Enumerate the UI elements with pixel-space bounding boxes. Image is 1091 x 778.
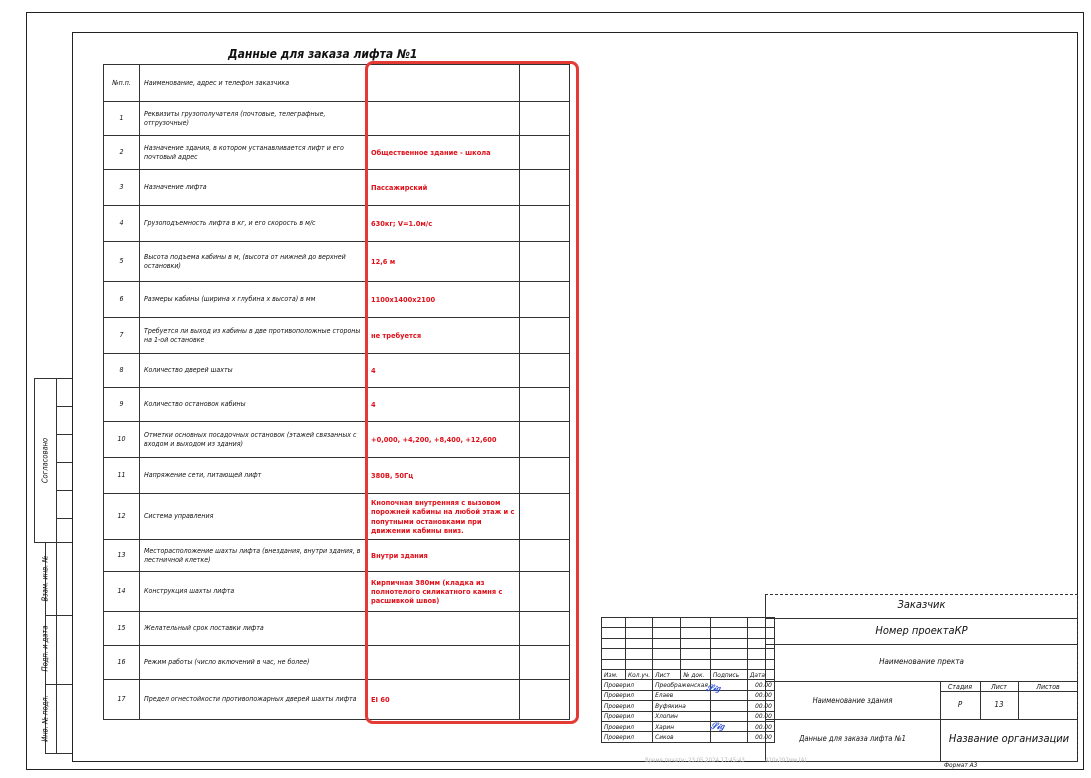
row-label: Количество остановок кабины — [140, 388, 367, 422]
building-name: Наименование здания — [812, 696, 893, 705]
blank-cell — [626, 618, 653, 628]
row-number: 11 — [104, 458, 140, 494]
blank-cell — [653, 628, 681, 638]
blank-cell — [747, 618, 774, 628]
signer-name: Харин — [653, 721, 711, 731]
table-row — [104, 136, 570, 170]
table-row — [104, 102, 570, 136]
row-label: Желательный срок поставки лифта — [140, 612, 367, 646]
row-number: 15 — [104, 612, 140, 646]
extra-cell — [520, 680, 570, 720]
signature-blank-row — [602, 638, 775, 648]
signer-signature — [710, 711, 747, 721]
table-row — [104, 318, 570, 354]
row-label: Предел огнестойкости противопожарных дверей шахты лифта — [140, 680, 367, 720]
signature-header-row — [602, 669, 775, 679]
blank-cell — [626, 649, 653, 659]
row-value: EI 60 — [367, 680, 520, 720]
blank-cell — [602, 628, 626, 638]
signer-name: Преображенская — [653, 680, 711, 690]
value-cell — [367, 65, 520, 102]
table-row — [104, 494, 570, 540]
extra-cell — [520, 136, 570, 170]
signer-role: Проверил — [602, 721, 653, 731]
extra-cell — [520, 612, 570, 646]
order-data-table — [103, 64, 570, 720]
signer-name: Сиков — [653, 732, 711, 742]
row-value — [367, 102, 520, 136]
signature-header-cell: Подпись — [710, 669, 747, 679]
row-number: 2 — [104, 136, 140, 170]
row-number: 9 — [104, 388, 140, 422]
table-row — [104, 206, 570, 242]
row-value: 630кг; V=1.0м/с — [367, 206, 520, 242]
signer-signature — [710, 732, 747, 742]
row-value: 380В, 50Гц — [367, 458, 520, 494]
row-label: Назначение здания, в котором устанавливается лифт и его почтовый адрес — [140, 136, 367, 170]
row-number: 14 — [104, 572, 140, 612]
row-number: 13 — [104, 540, 140, 572]
row-label: Отметки основных посадочных остановок (этажей связанных с входом и выходом из здания) — [140, 422, 367, 458]
sheet-value: 13 — [994, 700, 1004, 709]
table-row — [104, 572, 570, 612]
signer-role: Проверил — [602, 711, 653, 721]
signature-blank-row — [602, 628, 775, 638]
blank-cell — [602, 618, 626, 628]
row-number: 6 — [104, 282, 140, 318]
row-value: 12,6 м — [367, 242, 520, 282]
blank-cell — [747, 638, 774, 648]
blank-cell — [681, 659, 710, 669]
extra-cell — [520, 422, 570, 458]
blank-cell — [681, 628, 710, 638]
print-time: Время печати: 23.05.2024 17:45:43 — [645, 757, 745, 764]
blank-cell — [681, 638, 710, 648]
table-row — [104, 354, 570, 388]
row-value: Кирпичная 380мм (кладка из полнотелого силикатного камня с расшивкой швов) — [367, 572, 520, 612]
row-number: 3 — [104, 170, 140, 206]
row-number: 12 — [104, 494, 140, 540]
row-value: +0,000, +4,200, +8,400, +12,600 — [367, 422, 520, 458]
row-label: Напряжение сети, питающей лифт — [140, 458, 367, 494]
customer-label: Заказчик — [897, 598, 946, 611]
signer-row — [602, 732, 775, 742]
blank-cell — [710, 638, 747, 648]
row-value: 4 — [367, 354, 520, 388]
blank-cell — [653, 649, 681, 659]
sheet-label: Лист — [991, 683, 1007, 691]
signer-name: Вуфякина — [653, 701, 711, 711]
signature-header-cell: Изм. — [602, 669, 626, 679]
stage-value: Р — [957, 700, 963, 709]
blank-cell — [681, 649, 710, 659]
signer-row — [602, 701, 775, 711]
table-row — [104, 680, 570, 720]
stamp-inv-replace: Взам. инв. № — [40, 555, 50, 602]
blank-cell — [653, 638, 681, 648]
extra-cell — [520, 318, 570, 354]
signature-table — [601, 617, 775, 743]
row-value: 1100х1400х2100 — [367, 282, 520, 318]
blank-cell — [747, 649, 774, 659]
extra-cell — [520, 572, 570, 612]
row-label: Высота подъема кабины в м, (высота от нижней до верхней остановки) — [140, 242, 367, 282]
extra-cell — [520, 388, 570, 422]
project-name: Наименование пректа — [879, 657, 964, 666]
row-label: Месторасположение шахты лифта (внездания, внутри здания, в лестничной клетке) — [140, 540, 367, 572]
signer-date: 00.00 — [747, 732, 774, 742]
row-number: 7 — [104, 318, 140, 354]
extra-cell — [520, 354, 570, 388]
extra-cell — [520, 102, 570, 136]
blank-cell — [710, 659, 747, 669]
signer-date: 00.00 — [747, 701, 774, 711]
stage-label: Стадия — [947, 683, 973, 691]
row-label: Назначение лифта — [140, 170, 367, 206]
row-label: Количество дверей шахты — [140, 354, 367, 388]
blank-cell — [710, 649, 747, 659]
signature-1: 𝒮𝒾𝑔 — [706, 684, 721, 694]
row-label: Реквизиты грузополучателя (почтовые, телеграфные, отгрузочные) — [140, 102, 367, 136]
signer-row — [602, 711, 775, 721]
signature-blank-row — [602, 659, 775, 669]
row-number: 16 — [104, 646, 140, 680]
signature-header-cell: Лист — [653, 669, 681, 679]
table-row — [104, 282, 570, 318]
signer-role: Проверил — [602, 701, 653, 711]
extra-cell — [520, 170, 570, 206]
format-label: Формат А3 — [944, 761, 978, 769]
stamp-agreed: Согласовано — [40, 437, 50, 484]
extra-cell — [520, 242, 570, 282]
blank-cell — [602, 649, 626, 659]
sheets-label: Листов — [1036, 683, 1060, 691]
row-value: Внутри здания — [367, 540, 520, 572]
stamp-sign-date: Подп. и дата — [40, 625, 50, 672]
table-row — [104, 540, 570, 572]
row-value: 4 — [367, 388, 520, 422]
extra-cell — [520, 540, 570, 572]
signer-row — [602, 690, 775, 700]
table-row — [104, 388, 570, 422]
row-label: Грузоподъемность лифта в кг, и его скорость в м/с — [140, 206, 367, 242]
table-row — [104, 458, 570, 494]
signature-2: 𝒮𝒾𝑔 — [710, 722, 725, 732]
signer-row — [602, 721, 775, 731]
blank-cell — [681, 618, 710, 628]
row-value — [367, 612, 520, 646]
row-value — [367, 646, 520, 680]
signer-date: 00.00 — [747, 690, 774, 700]
row-number: 1 — [104, 102, 140, 136]
extra-cell — [520, 65, 570, 102]
signature-header-cell: Дата — [747, 669, 774, 679]
header-label: Наименование, адрес и телефон заказчика — [140, 65, 367, 102]
blank-cell — [626, 638, 653, 648]
row-number: 17 — [104, 680, 140, 720]
signature-header-cell: № док. — [681, 669, 710, 679]
row-number: 8 — [104, 354, 140, 388]
blank-cell — [602, 659, 626, 669]
signature-header-cell: Кол.уч. — [626, 669, 653, 679]
row-value: Общественное здание - школа — [367, 136, 520, 170]
extra-cell — [520, 458, 570, 494]
table-row — [104, 646, 570, 680]
row-value: Пассажирский — [367, 170, 520, 206]
extra-cell — [520, 206, 570, 242]
stamp-inv-orig: Инв. № подл. — [40, 695, 50, 742]
signer-name: Елаев — [653, 690, 711, 700]
project-number: Номер проектаКР — [875, 624, 968, 637]
blank-cell — [602, 638, 626, 648]
row-number: 10 — [104, 422, 140, 458]
signer-name: Хлопин — [653, 711, 711, 721]
extra-cell — [520, 646, 570, 680]
row-label: Размеры кабины (ширина х глубина х высота) в мм — [140, 282, 367, 318]
row-number: 4 — [104, 206, 140, 242]
org-name: Название организации — [948, 732, 1070, 745]
signer-signature — [710, 701, 747, 711]
blank-cell — [626, 628, 653, 638]
signature-blank-row — [602, 649, 775, 659]
extra-cell — [520, 282, 570, 318]
signer-date: 00.00 — [747, 721, 774, 731]
table-row — [104, 422, 570, 458]
doc-name: Данные для заказа лифта №1 — [799, 734, 906, 743]
document-title: Данные для заказа лифта №1 — [228, 47, 418, 61]
signer-row — [602, 680, 775, 690]
blank-cell — [747, 659, 774, 669]
print-size: 420х297мм (А) — [765, 757, 807, 764]
blank-cell — [653, 618, 681, 628]
table-row — [104, 170, 570, 206]
signer-role: Проверил — [602, 732, 653, 742]
blank-cell — [710, 618, 747, 628]
blank-cell — [653, 659, 681, 669]
blank-cell — [747, 628, 774, 638]
extra-cell — [520, 494, 570, 540]
signer-date: 00.00 — [747, 711, 774, 721]
table-row — [104, 242, 570, 282]
signer-date: 00.00 — [747, 680, 774, 690]
signer-role: Проверил — [602, 690, 653, 700]
left-stamp — [34, 378, 72, 754]
header-num: №п.п. — [104, 65, 140, 102]
signer-role: Проверил — [602, 680, 653, 690]
table-row — [104, 612, 570, 646]
blank-cell — [710, 628, 747, 638]
signature-blank-row — [602, 618, 775, 628]
row-number: 5 — [104, 242, 140, 282]
row-label: Конструкция шахты лифта — [140, 572, 367, 612]
table-header-row — [104, 65, 570, 102]
row-label: Режим работы (число включений в час, не более) — [140, 646, 367, 680]
row-label: Система управления — [140, 494, 367, 540]
row-label: Требуется ли выход из кабины в две противоположные стороны на 1-ой остановке — [140, 318, 367, 354]
blank-cell — [626, 659, 653, 669]
row-value: не требуется — [367, 318, 520, 354]
row-value: Кнопочная внутренняя с вызовом порожней кабины на любой этаж и с попутными остановками при движении кабины вниз. — [367, 494, 520, 540]
